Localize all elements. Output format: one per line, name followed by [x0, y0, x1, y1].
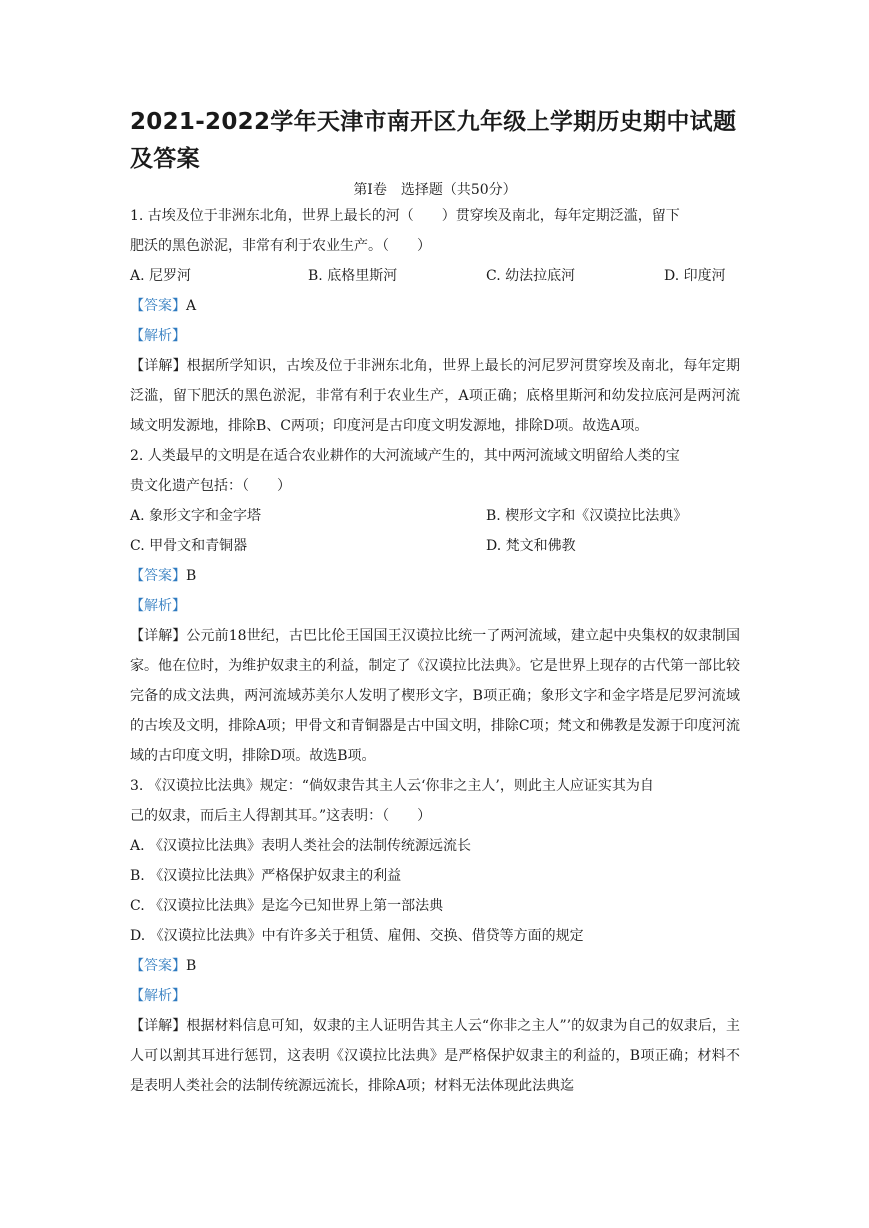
answer-line: [130, 291, 740, 321]
answer-value: B: [186, 958, 197, 974]
document-title: 2021-2022学年天津市南开区九年级上学期历史期中试题及答案: [130, 109, 737, 172]
question-stem-line: 2. 人类最早的文明是在适合农业耕作的大河流域产生的，其中两河流域文明留给人类的宝: [130, 448, 680, 464]
answer-label: 【答案】: [130, 568, 186, 584]
detail-text: 根据材料信息可知，奴隶的主人证明告其主人云“你非之主人”’的奴隶为自己的奴隶后，主人可以割其耳进行惩罚，这表明《汉谟拉比法典》是严格保护奴隶主的利益的，B项正确；材料不是表明人类社会的法制传统源远流长，排除A项；材料无法体现此法典迄: [130, 1018, 741, 1094]
analysis-label: 【解析】: [130, 598, 186, 614]
option-b: B. 《汉谟拉比法典》严格保护奴隶主的利益: [130, 868, 402, 884]
detail-text: 公元前18世纪，古巴比伦王国国王汉谟拉比统一了两河流域，建立起中央集权的奴隶制国家。他在位时，为维护奴隶主的利益，制定了《汉谟拉比法典》。它是世界上现存的古代第一部比较完备的成文法典，两河流域苏美尔人发明了楔形文字，B项正确；象形文字和金字塔是尼罗河流域的古埃及文明，排除A项；甲骨文和青铜器是古中国文明，排除C项；梵文和佛教是发源于印度河流域的古印度文明，排除D项。故选B项。: [130, 628, 741, 764]
question-stem-line: 肥沃的黑色淤泥，非常有利于农业生产。（ ）: [130, 238, 431, 254]
question-1: [130, 201, 740, 441]
option-b: B. 楔形文字和《汉谟拉比法典》: [486, 508, 688, 524]
document-page: [130, 104, 740, 1101]
option-b: B. 底格里斯河: [308, 268, 398, 284]
answer-line: [130, 951, 740, 981]
option-a: A. 《汉谟拉比法典》表明人类社会的法制传统源远流长: [130, 838, 472, 854]
option-d: D. 梵文和佛教: [486, 538, 576, 554]
answer-value: A: [186, 298, 197, 314]
option-d: D. 印度河: [664, 268, 726, 284]
question-3: [130, 771, 740, 1101]
question-stem-line: 己的奴隶，而后主人得割其耳。”这表明：（ ）: [130, 808, 432, 824]
section-heading: 第Ⅰ卷 选择题（共50分）: [353, 182, 517, 198]
analysis-line: [130, 321, 740, 351]
analysis-label: 【解析】: [130, 328, 186, 344]
option-c: C. 《汉谟拉比法典》是迄今已知世界上第一部法典: [130, 898, 444, 914]
detail-label: 【详解】: [130, 1018, 187, 1034]
detail-paragraph: [130, 621, 740, 771]
question-options: [130, 501, 740, 531]
detail-label: 【详解】: [130, 358, 187, 374]
option-a: A. 尼罗河: [130, 268, 192, 284]
answer-label: 【答案】: [130, 958, 186, 974]
analysis-line: [130, 591, 740, 621]
detail-paragraph: [130, 351, 740, 441]
detail-paragraph: [130, 1011, 740, 1101]
option-d: D. 《汉谟拉比法典》中有许多关于租赁、雇佣、交换、借贷等方面的规定: [130, 928, 584, 944]
answer-line: [130, 561, 740, 591]
answer-value: B: [186, 568, 197, 584]
analysis-line: [130, 981, 740, 1011]
question-options: [130, 531, 740, 561]
question-stem-line: 1. 古埃及位于非洲东北角，世界上最长的河（ ）贯穿埃及南北，每年定期泛滥，留下: [130, 208, 680, 224]
question-stem-line: 贵文化遗产包括：（ ）: [130, 478, 291, 494]
analysis-label: 【解析】: [130, 988, 186, 1004]
answer-label: 【答案】: [130, 298, 186, 314]
option-a: A. 象形文字和金字塔: [130, 508, 262, 524]
question-stem-line: 3. 《汉谟拉比法典》规定：“倘奴隶告其主人云‘你非之主人’，则此主人应证实其为自: [130, 778, 654, 794]
question-2: [130, 441, 740, 771]
option-c: C. 甲骨文和青铜器: [130, 538, 248, 554]
question-options: [130, 261, 740, 291]
detail-text: 根据所学知识，古埃及位于非洲东北角，世界上最长的河尼罗河贯穿埃及南北，每年定期泛滥，留下肥沃的黑色淤泥，非常有利于农业生产，A项正确；底格里斯河和幼发拉底河是两河流域文明发源地，排除B、C两项；印度河是古印度文明发源地，排除D项。故选A项。: [130, 358, 741, 434]
option-c: C. 幼法拉底河: [486, 268, 576, 284]
detail-label: 【详解】: [130, 628, 187, 644]
